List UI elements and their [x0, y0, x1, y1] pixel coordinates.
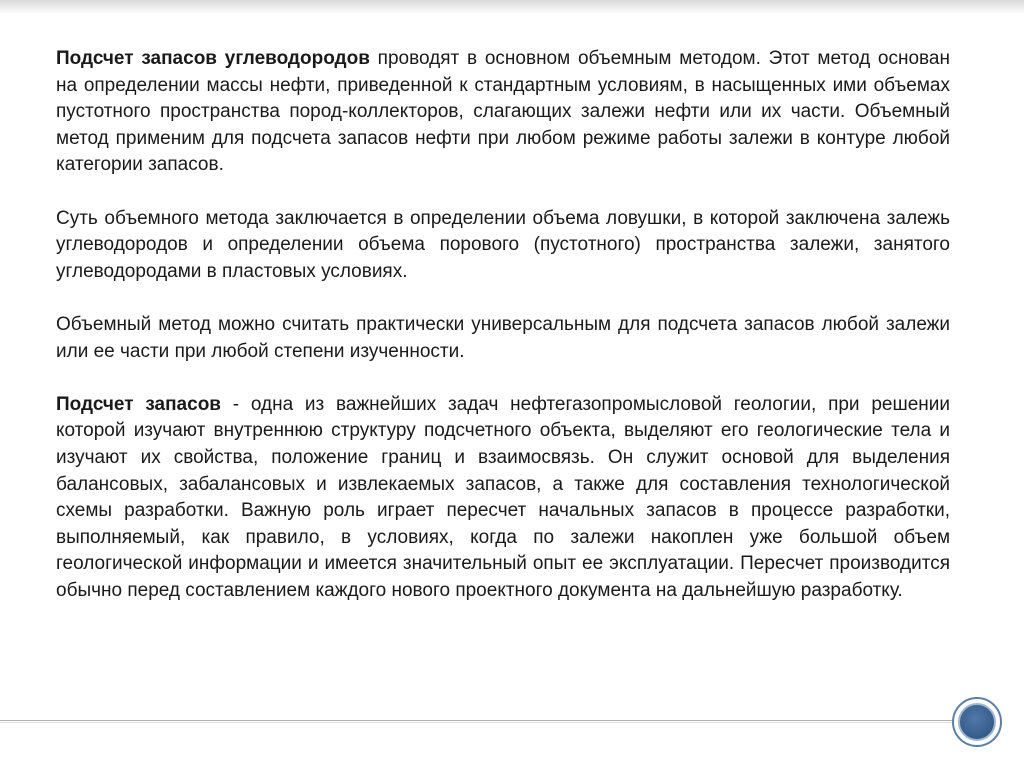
paragraph-3 [56, 312, 950, 365]
paragraph-1-text: проводят в основном объемным методом. Этот метод основан на определении массы нефти, приведенной к стандартным условиям, в насыщенных ими объемах пустотного пространства пород-коллекторов, слагающих залежи нефти или их части. Объемный метод применим для подсчета запасов нефти при любом режиме работы залежи в контуре любой категории запасов. [56, 48, 950, 176]
paragraph-2-text: Суть объемного метода заключается в определении объема ловушки, в которой заключена залежь углеводородов и определении объема порового (пустотного) пространства залежи, занятого углеводородами в пластовых условиях. [56, 207, 950, 282]
paragraph-3-text: Объемный метод можно считать практически универсальным для подсчета запасов любой залежи или ее части при любой степени изученности. [56, 313, 950, 362]
paragraph-1 [56, 46, 950, 179]
bottom-divider [0, 720, 956, 721]
paragraph-4-bold: Подсчет запасов [56, 393, 221, 415]
paragraph-2 [56, 206, 950, 286]
bottom-divider-shadow [0, 722, 956, 723]
decorative-circle-inner-icon [958, 703, 996, 741]
slide-text-block [56, 46, 950, 631]
paragraph-4 [56, 392, 950, 605]
top-shadow [0, 0, 1024, 14]
paragraph-4-text: - одна из важнейших задач нефтегазопромысловой геологии, при решении которой изучают внутреннюю структуру подсчетного объекта, выделяют его геологические тела и изучают их свойства, положение границ и взаимосвязь. Он служит основой для выделения балансовых, забалансовых и извлекаемых запасов, а также для составления технологической схемы разработки. Важную роль играет пересчет начальных запасов в процессе разработки, выполняемый, как правило, в условиях, когда по залежи накоплен уже большой объем геологической информации и имеется значительный опыт ее эксплуатации. Пересчет производится обычно перед составлением каждого нового проектного документа на дальнейшую разработку. [56, 393, 950, 601]
paragraph-1-bold: Подсчет запасов углеводородов [56, 48, 370, 69]
